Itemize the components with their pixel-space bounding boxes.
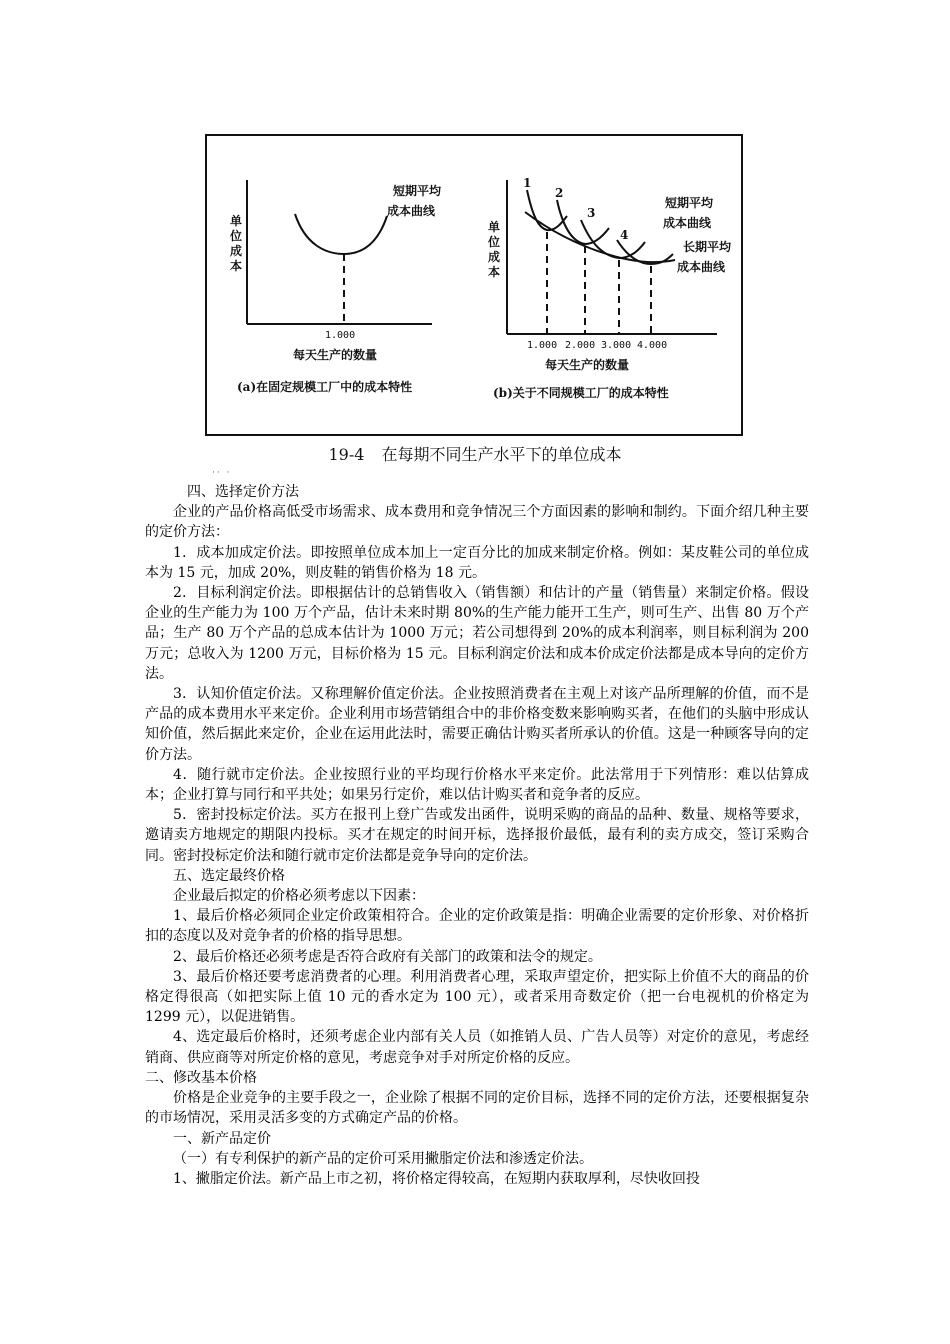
curve-number-2: 2 — [555, 186, 564, 200]
right-y-axis-label: 单位成本 — [487, 220, 500, 279]
section-heading: 一、新产品定价 — [173, 1130, 271, 1147]
paragraph: 5．密封投标定价法。买方在报刊上登广告或发出函件，说明采购的商品的品种、数量、规格等要求，邀请卖方地规定的期限内投标。买才在规定的时间开标，选择报价最低，最有利的卖方成交，签订采购合同。密封投标定价法和随行就市定价法都是竞争导向的定价法。 — [145, 807, 809, 864]
paragraph: 3．认知价值定价法。又称理解价值定价法。企业按照消费者在主观上对该产品所理解的价值，而不是产品的成本费用水平来定价。企业利用市场营销组合中的非价格变数来影响购买者，在他们的头脑中形成认知价值，然后据此来定价，企业在运用此法时，需要正确估计购买者所承认的价值。这是一种顾客导向的定价方法。 — [145, 686, 809, 763]
right-subcaption: (b)关于不同规模工厂的成本特性 — [493, 386, 669, 400]
right-x-tick-1: 1.000 — [527, 340, 558, 351]
curve-number-4: 4 — [620, 228, 629, 242]
paragraph: 价格是企业竞争的主要手段之一，企业除了根据不同的定价目标，选择不同的定价方法，还要根据复杂的市场情况，采用灵活多变的方式确定产品的价格。 — [145, 1090, 809, 1127]
long-run-label-line1: 长期平均 — [683, 240, 732, 254]
section-heading: 二、修改基本价格 — [145, 1069, 257, 1086]
paragraph: 4、选定最后价格时，还须考虑企业内部有关人员（如推销人员、广告人员等）对定价的意见，考虑经销商、供应商等对所定价格的意见，考虑竞争对手对所定价格的反应。 — [145, 1029, 809, 1066]
paragraph: 1、撇脂定价法。新产品上市之初，将价格定得较高，在短期内获取厚利，尽快收回投 — [173, 1170, 700, 1187]
left-curve-label-line2: 成本曲线 — [387, 204, 436, 218]
right-x-tick-3: 3.000 — [601, 340, 632, 351]
paragraph: 1、最后价格必须同企业定价政策相符合。企业的定价政策是指：明确企业需要的定价形象、对价格折扣的态度以及对竞争者的价格的指导思想。 — [145, 908, 809, 945]
curve-number-3: 3 — [587, 206, 596, 220]
right-x-axis-label: 每天生产的数量 — [545, 358, 630, 372]
paragraph: 4．随行就市定价法。企业按照行业的平均现行价格水平来定价。此法常用于下列情形：难以估算成本；企业打算与同行和平共处；如果另行定价，难以估计购买者和竞争者的反应。 — [145, 766, 809, 804]
long-run-label-line2: 成本曲线 — [677, 260, 726, 274]
left-x-axis-label: 每天生产的数量 — [293, 348, 378, 362]
paragraph: 2．目标利润定价法。即根据估计的总销售收入（销售额）和估计的产量（销售量）来制定价格。假设企业的生产能力为 100 万个产品，估计未来时期 80%的生产能力能开工生产，则可生产、出售 80 万个产品；生产 80 万个产品的总成本估计为 1000 万元；若公司想得到 20%的成本利润率，则目标利润为 200 万元；总收入为 1200 万元，目标价格为 15 元。目标利润定价法和成本价成定价法都是成本导向的定价方法。 — [145, 585, 809, 682]
cost-figure — [205, 134, 743, 436]
short-run-label-line1: 短期平均 — [665, 196, 714, 210]
figure-caption-number: 19-4 — [328, 445, 365, 464]
left-x-tick: 1.000 — [325, 330, 356, 341]
paragraph: 3、最后价格还要考虑消费者的心理。利用消费者心理，采取声望定价，把实际上价值不大的商品的价格定得很高（如把实际上值 10 元的香水定为 100 元），或者采用奇数定价（把一台电视机的价格定为 1299 元），以促进销售。 — [145, 968, 809, 1026]
curve-number-1: 1 — [523, 176, 532, 190]
section-heading: 四、选择定价方法 — [187, 484, 299, 500]
left-short-run-curve — [295, 214, 387, 254]
short-run-curve-3 — [581, 220, 645, 258]
paragraph: 企业最后拟定的价格必须考虑以下因素： — [173, 888, 425, 905]
short-run-label-line2: 成本曲线 — [663, 216, 712, 230]
section-heading: 五、选定最终价格 — [173, 867, 285, 884]
document-body — [145, 482, 809, 1189]
paragraph: 企业的产品价格高低受市场需求、成本费用和竞争情况三个方面因素的影响和制约。下面介绍几种主要的定价方法： — [145, 504, 809, 541]
paragraph: 1．成本加成定价法。即按照单位成本加上一定百分比的加成来制定价格。例如：某皮鞋公司的单位成本为 15 元，加成 20%，则皮鞋的销售价格为 18 元。 — [145, 544, 809, 581]
left-curve-label-line1: 短期平均 — [393, 184, 442, 198]
paragraph: 2、最后价格还必须考虑是否符合政府有关部门的政策和法令的规定。 — [173, 948, 602, 965]
left-subcaption: (a)在固定规模工厂中的成本特性 — [237, 380, 413, 394]
right-x-tick-4: 4.000 — [637, 340, 668, 351]
scan-speck: ·· · — [212, 468, 232, 478]
right-x-tick-2: 2.000 — [565, 340, 596, 351]
paragraph: （一）有专利保护的新产品的定价可采用撇脂定价法和渗透定价法。 — [173, 1150, 593, 1167]
figure-caption-text: 在每期不同生产水平下的单位成本 — [381, 445, 622, 464]
figure-caption — [0, 442, 950, 465]
left-y-axis-label: 单位成本 — [229, 214, 242, 273]
